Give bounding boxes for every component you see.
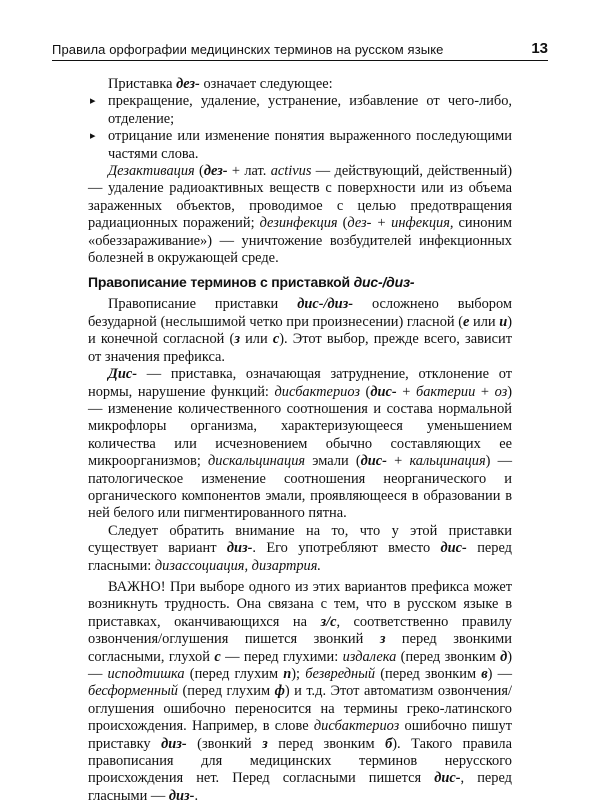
header-title: Правила орфографии медицинских терминов на русском языке — [52, 42, 444, 57]
paragraph-diz-variant: Следует обратить внимание на то, что у этой приставки существует вариант диз-. Его употребляют вместо дис- перед гласными: дизассоциация, дизартрия. — [88, 522, 513, 574]
paragraph-dis-spelling: Правописание приставки дис-/диз- осложнено выбором безударной (неслышимой четко при произнесении) гласной (е или и) и конечной согласной (з или с). Этот выбор, прежде всего, зависит от значения префикса. — [88, 296, 512, 365]
dez-example-paragraph: Дезактивация (дез- + лат. activus — действующий, действенный) — удаление радиоактивных веществ с поверхности или из объема зараженных объектов, проводимое с целью предотвращения радиационных поражений; дезинфекция (дез- + инфекция, синоним «обеззараживание») — уничтожение возбудителей инфекционных болезней в окружающей среде. — [88, 163, 513, 267]
section-heading: Правописание терминов с приставкой дис-/диз- — [88, 274, 415, 291]
list-item: ▸ прекращение, удаление, устранение, избавление от чего-либо, отделение; — [88, 93, 512, 128]
paragraph-important: ВАЖНО! При выборе одного из этих вариантов префикса может возникнуть трудность. Она связана с тем, что в русском языке в приставках, оканчивающихся на з/с, соответственно правилу озвончения/оглушения пишется звонкий з перед звонкими согласными, глухой с — перед глухими: издалека (перед звонким д) — исподтишка (перед глухим п); безвредный (перед звонким в) — бесформенный (перед глухим ф) и т.д. Этот автоматизм озвончения/оглушения ошибочно переносится на термины греко-латинского происхождения. Например, в слове дисбактериоз ошибочно пишут приставку диз- (звонкий з перед звонким б). Такого правила правописания для медицинских терминов нерусского происхождения нет. Перед согласными пишется дис-, перед гласными — диз-. — [88, 578, 513, 804]
meaning-list — [88, 93, 512, 163]
intro-paragraph: Приставка дез- означает следующее: — [108, 76, 333, 92]
page-body — [88, 76, 512, 805]
page-number: 13 — [531, 40, 548, 57]
running-header — [52, 38, 548, 61]
list-item: ▸ отрицание или изменение понятия выраженного последующими частями слова. — [88, 128, 512, 163]
paragraph-dis-definition: Дис- — приставка, означающая затруднение, отклонение от нормы, нарушение функций: дисбактериоз (дис- + бактерии + оз) — изменение количественного соотношения и состава нормальной микрофлоры организма, характеризующееся уменьшением количества или исчезновением обычно составляющих ее микроорганизмов; дискальцинация эмали (дис- + кальцинация) — патологическое изменение соотношения неорганического и органического компонентов эмали, проявляющееся в образовании в ней белого или пигментированного пятна. — [88, 366, 513, 522]
